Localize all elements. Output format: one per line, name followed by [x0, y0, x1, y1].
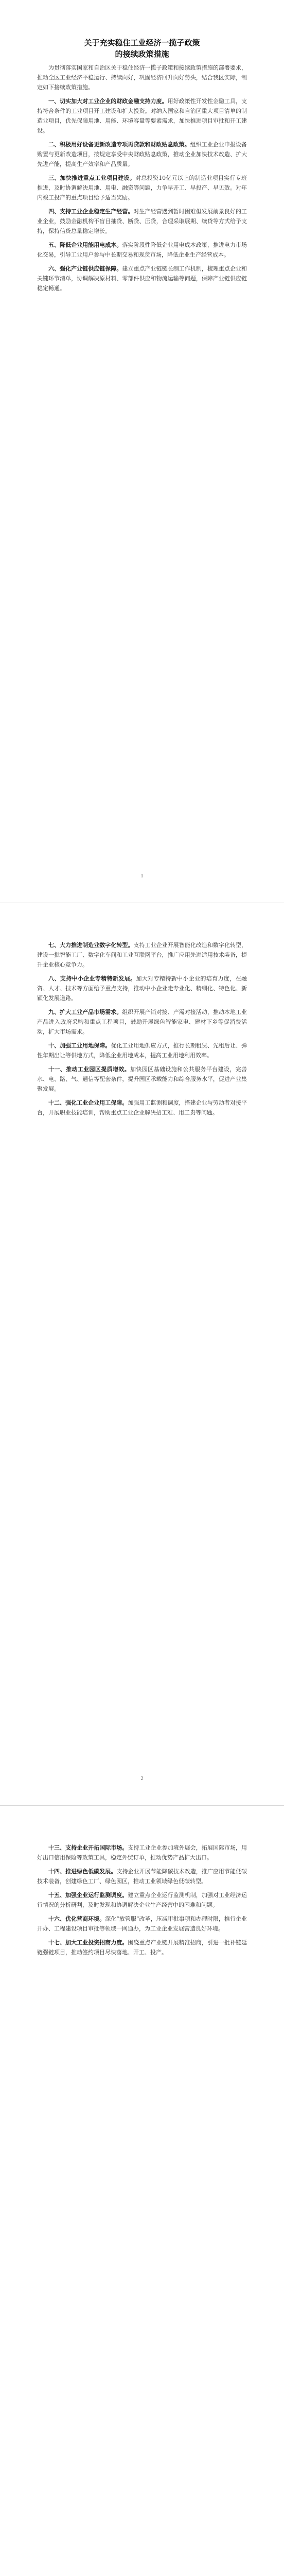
paragraph-text: 加快园区基础设施和公共服务平台建设，完善水、电、路、气、通信等配套条件，提升园区承载能力和综合服务水平，促进产业集聚发展。: [37, 1066, 247, 1092]
paragraph: [37, 1867, 247, 1886]
paragraph-heading: 八、支持中小企业专精特新发展。: [48, 975, 136, 982]
paragraph-text: 支持工业企业开展智能化改造和数字化转型，建设一批智能工厂、数字化车间和工业互联网平台，推广应用先进适用技术装备，提升企业核心竞争力。: [37, 942, 247, 968]
title-line-1: 关于充实稳住工业经济一揽子政策: [84, 38, 200, 47]
paragraph-text: 支持企业开展节能降碳技术改造，推广应用节能低碳技术装备，创建绿色工厂、绿色园区，推动工业领域绿色低碳转型。: [37, 1868, 247, 1885]
paragraph-heading: 四、支持工业企业稳定生产经营。: [48, 208, 134, 215]
paragraph-text: 组织工业企业申报设备购置与更新改造项目，按规定享受中央财政贴息政策，推动企业加快技术改造、扩大先进产能，提高生产效率和产品质量。: [37, 141, 247, 167]
paragraph: [37, 240, 247, 260]
paragraph-heading: 十五、加强企业运行监测调度。: [48, 1892, 128, 1899]
paragraph-heading: 十四、推进绿色低碳发展。: [48, 1868, 117, 1875]
paragraph: [37, 1007, 247, 1037]
paragraph: [37, 63, 247, 92]
title-line-2: 的接续政策措施: [115, 49, 169, 59]
document-title: [37, 37, 247, 60]
page-1: [0, 0, 284, 903]
paragraph-heading: 十、加强工业用地保障。: [48, 1042, 111, 1049]
paragraph: [37, 974, 247, 1003]
paragraph-heading: 五、降低企业用能用电成本。: [48, 242, 122, 248]
paragraph: [37, 940, 247, 970]
paragraph-text: 组织开展产销对接、产需对接活动，推动本地工业产品进入政府采购和重点工程项目，鼓励开展绿色智能家电、建材下乡等促消费活动，扩大市场需求。: [37, 1009, 247, 1035]
paragraph: [37, 1914, 247, 1934]
paragraph-text: 加大对专精特新中小企业的培育力度，在融资、人才、技术等方面给予重点支持，推动中小企业走专业化、精细化、特色化、新颖化发展道路。: [37, 975, 247, 1002]
paragraph: [37, 173, 247, 202]
paragraph: [37, 1041, 247, 1060]
page-number: 2: [140, 1776, 144, 1782]
paragraph-text: 优化工业用地供应方式，推行长期租赁、先租后让、弹性年期出让等供地方式，降低企业用地成本，提高工业用地利用效率。: [37, 1042, 247, 1059]
paragraph-text: 围绕重点产业链开展精准招商，引进一批补链延链强链项目，推动签约项目尽快落地、开工、投产。: [37, 1939, 247, 1956]
paragraph-text: 支持工业企业参加境外展会，拓展国际市场，用好出口信用保险等政策工具，稳定外贸订单，推动优势产品扩大出口。: [37, 1844, 247, 1861]
paragraph: [37, 1098, 247, 1117]
paragraph: [37, 207, 247, 236]
paragraph-text: 深化“放管服”改革，压减审批事项和办理时限，推行企业开办、工程建设项目审批等领域一网通办，为工业企业发展营造良好环境。: [37, 1916, 247, 1932]
paragraph: [37, 140, 247, 169]
paragraph-text: 为贯彻落实国家和自治区关于稳住经济一揽子政策和接续政策措施的部署要求，推动全区工业经济平稳运行、持续向好，巩固经济回升向好势头，结合我区实际，制定如下接续政策措施。: [37, 64, 247, 91]
paragraph-text: 加强用工监测和调度，搭建企业与劳动者对接平台，开展职业技能培训，帮助重点工业企业解决招工难、用工贵等问题。: [37, 1099, 247, 1116]
paragraph-text: 对总投资10亿元以上的制造业项目实行专班推进，及时协调解决用地、用电、融资等问题，力争早开工、早投产、早见效。对年内竣工投产的重点项目给予适当奖励。: [37, 175, 247, 201]
paragraph: [37, 1890, 247, 1910]
paragraph-text: 落实阶段性降低企业用电成本政策，推进电力市场化交易，引导工业用户参与中长期交易和现货市场，降低企业生产经营成本。: [37, 242, 247, 258]
paragraph-heading: 七、大力推进制造业数字化转型。: [48, 942, 134, 948]
paragraph-heading: 一、切实加大对工业企业的财政金融支持力度。: [48, 98, 168, 105]
page-2: [0, 903, 284, 1805]
paragraph-heading: 三、加快推进重点工业项目建设。: [48, 175, 136, 181]
paragraph-heading: 二、积极用好设备更新改造专项再贷款和财政贴息政策。: [48, 141, 190, 148]
paragraph-text: 用好政策性开发性金融工具，支持符合条件的工业项目开工建设和扩大投资。对纳入国家和自治区重大项目清单的制造业项目，优先保障用地、用能、环境容量等要素需求，加快推进项目审批和开工建设。: [37, 98, 247, 134]
paragraph-text: 对生产经营遇到暂时困难但发展前景良好的工业企业，鼓励金融机构不盲目抽贷、断贷、压贷，合理采取展期、续贷等方式给予支持，保持信贷总量稳定增长。: [37, 208, 247, 234]
page-3: [0, 1805, 284, 2576]
paragraph: [37, 96, 247, 135]
page-number: 1: [140, 873, 144, 879]
paragraph: [37, 1938, 247, 1957]
paragraph: [37, 1843, 247, 1862]
paragraph-heading: 九、扩大工业产品市场需求。: [48, 1009, 122, 1015]
paragraph-heading: 十二、强化工业企业用工保障。: [48, 1099, 128, 1106]
paragraph-heading: 十一、推动工业园区提质增效。: [48, 1066, 131, 1073]
paragraph-text: 建立重点企业运行监测机制，加强对工业经济运行情况的分析研判，及时发现和协调解决企业生产经营中的困难和问题。: [37, 1892, 247, 1908]
paragraph-heading: 六、强化产业链供应链保障。: [48, 265, 122, 272]
paragraph: [37, 264, 247, 293]
paragraph-text: 建立重点产业链链长制工作机制，梳理重点企业和关键环节清单，协调解决原材料、零部件供应和物流运输等问题，保障产业链供应链稳定畅通。: [37, 265, 247, 292]
paragraph-heading: 十六、优化营商环境。: [48, 1916, 105, 1922]
paragraph-heading: 十七、加大工业投资招商力度。: [48, 1939, 128, 1946]
paragraph-heading: 十三、支持企业开拓国际市场。: [48, 1844, 128, 1851]
paragraph: [37, 1064, 247, 1094]
